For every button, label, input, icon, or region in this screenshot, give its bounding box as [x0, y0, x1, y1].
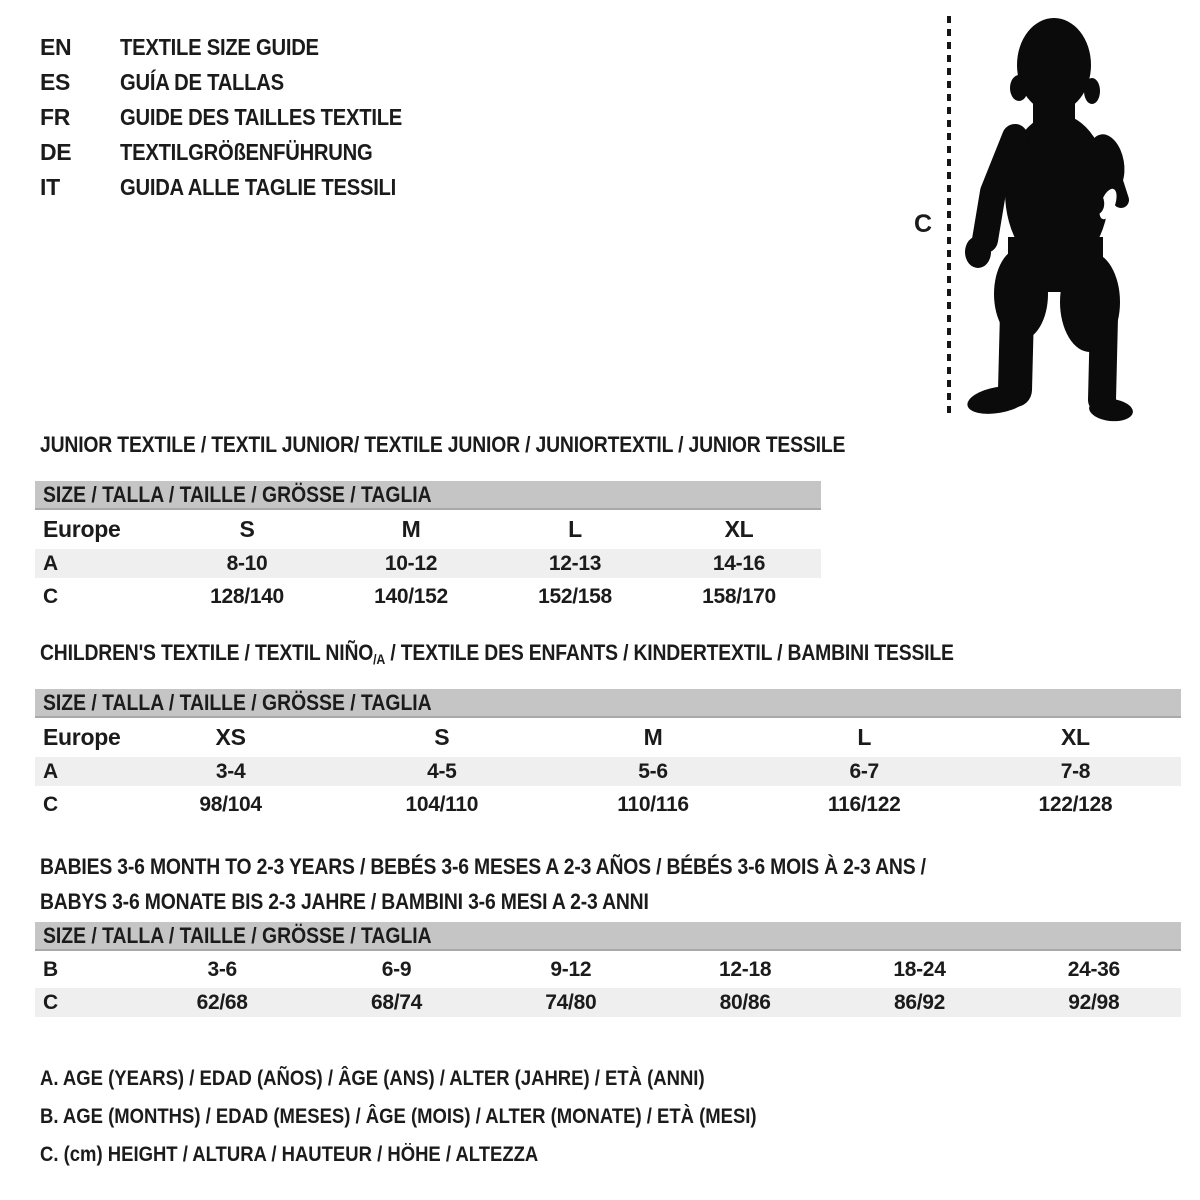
ear-right: [1084, 78, 1100, 104]
legend-line-c: C. (cm) HEIGHT / ALTURA / HAUTEUR / HÖHE / ALTEZZA: [40, 1143, 539, 1166]
babies-section-heading: BABIES 3-6 MONTH TO 2-3 YEARS / BEBÉS 3-6 MESES A 2-3 AÑOS / BÉBÉS 3-6 MOIS À 2-3 ANS / BABYS 3-6 MONATE BIS 2-3 JAHRE / BAMBINI 3-6 MESI A 2-3 ANNI: [40, 854, 926, 914]
language-row: [40, 100, 441, 135]
table-row: C 128/140 140/152 152/158 158/170: [35, 582, 821, 611]
table-row: A 8-10 10-12 12-13 14-16: [35, 549, 821, 578]
language-title: TEXTILGRÖßENFÜHRUNG: [120, 139, 373, 165]
nino-a-subscript: /A: [373, 651, 386, 667]
row-label: B: [43, 957, 58, 981]
junior-size-table: [35, 481, 821, 611]
language-title-list: [40, 30, 441, 205]
row-label: Europe: [43, 516, 121, 542]
row-label: Europe: [43, 724, 121, 750]
table-row: C 62/68 68/74 74/80 80/86 86/92 92/98: [35, 988, 1181, 1017]
babies-size-table: [35, 922, 1181, 1017]
legend-line-b: B. AGE (MONTHS) / EDAD (MESES) / ÂGE (MOIS) / ALTER (MONATE) / ETÀ (MESI): [40, 1105, 757, 1128]
language-code: IT: [40, 174, 60, 200]
ear-left: [1010, 75, 1028, 101]
height-measure-dashed-line: [947, 16, 951, 418]
language-code: FR: [40, 104, 71, 130]
row-label: C: [43, 584, 58, 608]
hand-left: [965, 236, 991, 268]
row-label: A: [43, 759, 58, 783]
language-title: GUIDE DES TAILLES TEXTILE: [120, 104, 403, 130]
children-size-table: [35, 689, 1181, 819]
language-code: EN: [40, 34, 72, 60]
row-label: C: [43, 792, 58, 816]
table-row: Europe S M L XL: [35, 514, 821, 545]
table-row: A 3-4 4-5 5-6 6-7 7-8: [35, 757, 1181, 786]
language-row: [40, 135, 441, 170]
table-row: Europe XS S M L XL: [35, 722, 1181, 753]
children-section-heading: CHILDREN'S TEXTILE / TEXTIL NIÑO/A / TEXTILE DES ENFANTS / KINDERTEXTIL / BAMBINI TESSILE: [40, 640, 954, 667]
language-title: GUIDA ALLE TAGLIE TESSILI: [120, 174, 397, 200]
table-row: C 98/104 104/110 110/116 116/122 122/128: [35, 790, 1181, 819]
language-title: GUÍA DE TALLAS: [120, 69, 284, 95]
toddler-silhouette: [953, 12, 1153, 422]
language-row: [40, 30, 441, 65]
height-measure-label: C: [914, 210, 933, 238]
table-row: B 3-6 6-9 9-12 12-18 18-24 24-36: [35, 955, 1181, 984]
legend-line-a: A. AGE (YEARS) / EDAD (AÑOS) / ÂGE (ANS) / ALTER (JAHRE) / ETÀ (ANNI): [40, 1067, 705, 1090]
language-row: [40, 170, 441, 205]
measurement-legend: [40, 1060, 854, 1174]
size-header-bar: SIZE / TALLA / TAILLE / GRÖSSE / TAGLIA: [35, 922, 1181, 951]
language-row: [40, 65, 441, 100]
language-code: DE: [40, 139, 72, 165]
language-title: TEXTILE SIZE GUIDE: [120, 34, 319, 60]
language-code: ES: [40, 69, 71, 95]
size-header-bar: SIZE / TALLA / TAILLE / GRÖSSE / TAGLIA: [35, 481, 821, 510]
size-header-bar: SIZE / TALLA / TAILLE / GRÖSSE / TAGLIA: [35, 689, 1181, 718]
junior-section-heading: JUNIOR TEXTILE / TEXTIL JUNIOR/ TEXTILE JUNIOR / JUNIORTEXTIL / JUNIOR TESSILE: [40, 432, 846, 457]
row-label: C: [43, 990, 58, 1014]
row-label: A: [43, 551, 58, 575]
